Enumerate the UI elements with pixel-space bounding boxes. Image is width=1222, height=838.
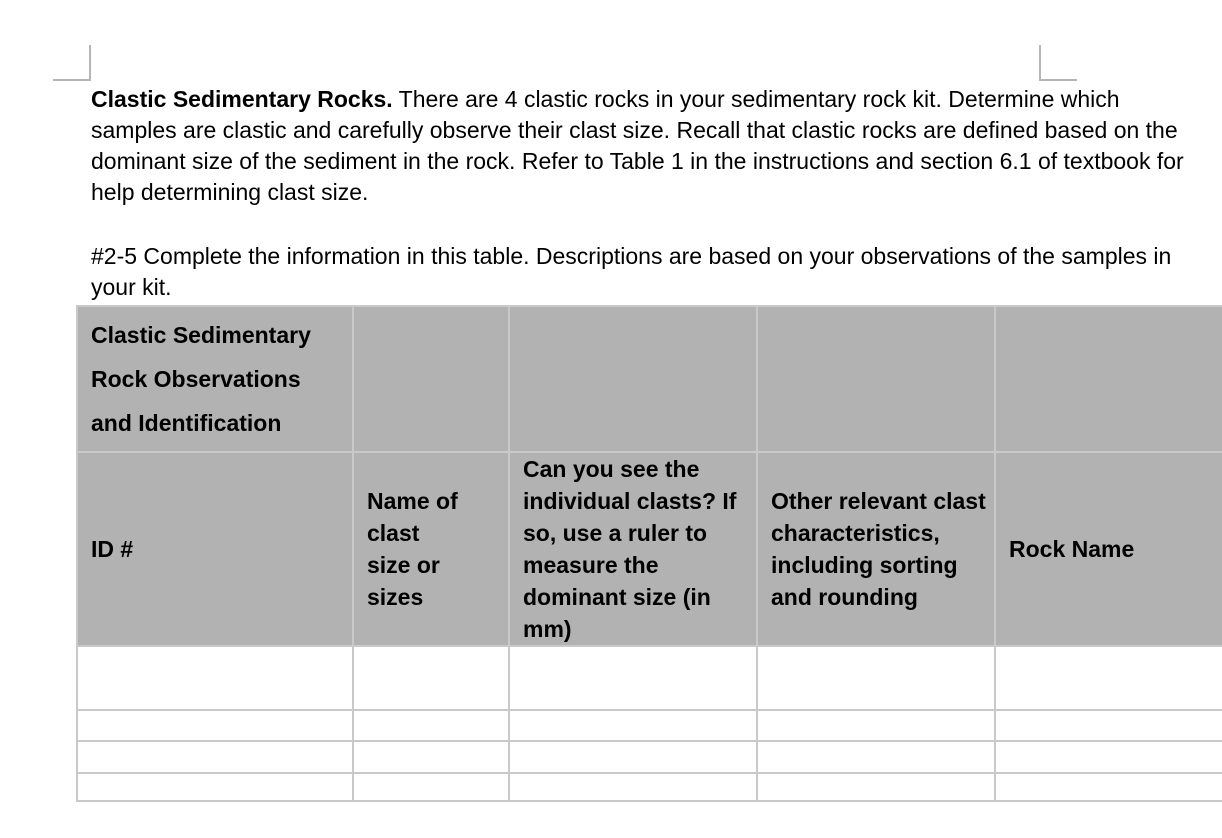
table-row bbox=[77, 741, 1222, 773]
intro-text: There are 4 clastic rocks in your sedimentary rock kit. Determine which samples are clastic and carefully observe their clast size. Recall that clastic rocks are defined based on the dominant size of the sediment in the rock. Refer to Table 1 in the instructions and section 6.1 of textbook for help determining clast size. bbox=[91, 86, 1184, 205]
table-title: Clastic Sedimentary Rock Observations and Identification bbox=[77, 306, 353, 452]
input-cell[interactable] bbox=[757, 741, 995, 773]
input-cell[interactable] bbox=[995, 741, 1222, 773]
intro-paragraph bbox=[91, 84, 1201, 208]
header-clast-size-name: Name of clast size or sizes bbox=[353, 452, 509, 646]
header-rock-name: Rock Name bbox=[995, 452, 1222, 646]
title-blank-cell bbox=[509, 306, 757, 452]
input-cell[interactable] bbox=[77, 646, 353, 710]
input-cell[interactable] bbox=[509, 710, 757, 741]
table-row bbox=[77, 710, 1222, 741]
intro-bold-lead: Clastic Sedimentary Rocks. bbox=[91, 86, 393, 112]
input-cell[interactable] bbox=[995, 773, 1222, 801]
input-cell[interactable] bbox=[995, 646, 1222, 710]
input-cell[interactable] bbox=[757, 710, 995, 741]
header-id: ID # bbox=[77, 452, 353, 646]
table-row bbox=[77, 773, 1222, 801]
input-cell[interactable] bbox=[509, 741, 757, 773]
header-other-characteristics: Other relevant clast characteristics, including sorting and rounding bbox=[757, 452, 995, 646]
header-measure-clasts: Can you see the individual clasts? If so, use a ruler to measure the dominant size (in mm) bbox=[509, 452, 757, 646]
input-cell[interactable] bbox=[757, 773, 995, 801]
crop-mark-top-left bbox=[53, 45, 91, 81]
clastic-rock-table bbox=[76, 305, 1222, 802]
instruction-paragraph: #2-5 Complete the information in this table. Descriptions are based on your observations of the samples in your kit. bbox=[91, 243, 1172, 300]
input-cell[interactable] bbox=[757, 646, 995, 710]
title-blank-cell bbox=[353, 306, 509, 452]
input-cell[interactable] bbox=[353, 710, 509, 741]
input-cell[interactable] bbox=[509, 773, 757, 801]
title-blank-cell bbox=[995, 306, 1222, 452]
table-title-row bbox=[77, 306, 1222, 452]
input-cell[interactable] bbox=[353, 773, 509, 801]
input-cell[interactable] bbox=[353, 646, 509, 710]
crop-mark-top-right bbox=[1039, 45, 1077, 81]
table-header-row bbox=[77, 452, 1222, 646]
input-cell[interactable] bbox=[995, 710, 1222, 741]
input-cell[interactable] bbox=[509, 646, 757, 710]
input-cell[interactable] bbox=[77, 710, 353, 741]
input-cell[interactable] bbox=[77, 741, 353, 773]
input-cell[interactable] bbox=[353, 741, 509, 773]
input-cell[interactable] bbox=[77, 773, 353, 801]
table-row bbox=[77, 646, 1222, 710]
title-blank-cell bbox=[757, 306, 995, 452]
